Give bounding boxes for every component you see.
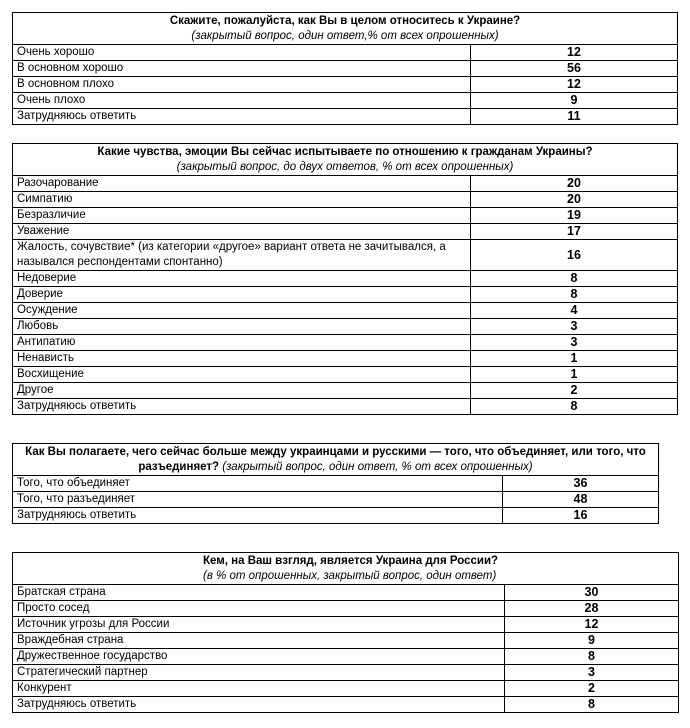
question-note: (закрытый вопрос, до двух ответов, % от всех опрошенных) — [176, 161, 514, 173]
answer-label: В основном хорошо — [13, 61, 471, 77]
answer-label: В основном плохо — [13, 77, 471, 93]
survey-table-feelings — [12, 143, 678, 415]
answer-label: Доверие — [13, 287, 471, 303]
question-note: (в % от опрошенных, закрытый вопрос, один ответ) — [203, 570, 497, 582]
table-row — [13, 208, 678, 224]
table-row — [13, 93, 678, 109]
table-row — [13, 109, 678, 125]
question-note: (закрытый вопрос, один ответ,% от всех опрошенных) — [191, 30, 499, 42]
table-row — [13, 665, 679, 681]
answer-percent: 36 — [503, 476, 659, 492]
table-row — [13, 303, 678, 319]
answer-percent: 2 — [471, 383, 678, 399]
answer-label: Разочарование — [13, 176, 471, 192]
table-row — [13, 601, 679, 617]
table-row — [13, 240, 678, 271]
answer-percent: 4 — [471, 303, 678, 319]
survey-table-unity — [12, 443, 659, 524]
table-row — [13, 335, 678, 351]
table-row — [13, 649, 679, 665]
answer-label: Антипатию — [13, 335, 471, 351]
table-row — [13, 697, 679, 713]
table-row — [13, 617, 679, 633]
answer-percent: 17 — [471, 224, 678, 240]
table-row — [13, 176, 678, 192]
answer-label: Жалость, сочувствие* (из категории «другое» вариант ответа не зачитывался, а назывался респондентами спонтанно) — [13, 240, 471, 271]
table-header — [13, 553, 679, 585]
table-row — [13, 681, 679, 697]
question-text: Кем, на Ваш взгляд, является Украина для России? — [203, 555, 499, 567]
table-row — [13, 367, 678, 383]
answer-label: Затрудняюсь ответить — [13, 109, 471, 125]
answer-label: Другое — [13, 383, 471, 399]
answer-percent: 28 — [505, 601, 679, 617]
table-row — [13, 383, 678, 399]
table-row — [13, 585, 679, 601]
answer-label: Очень плохо — [13, 93, 471, 109]
table-row — [13, 77, 678, 93]
answer-percent: 16 — [503, 508, 659, 524]
answer-label: Конкурент — [13, 681, 505, 697]
answer-label: Очень хорошо — [13, 45, 471, 61]
table-row — [13, 399, 678, 415]
answer-label: Братская страна — [13, 585, 505, 601]
answer-percent: 19 — [471, 208, 678, 224]
table-body — [13, 585, 679, 713]
survey-table-ukraine-for-russia — [12, 552, 679, 713]
table-body — [13, 176, 678, 415]
answer-percent: 1 — [471, 367, 678, 383]
answer-percent: 11 — [471, 109, 678, 125]
table-row — [13, 319, 678, 335]
answer-label: Того, что разъединяет — [13, 492, 503, 508]
answer-label: Стратегический партнер — [13, 665, 505, 681]
table-header — [13, 144, 678, 176]
answer-percent: 20 — [471, 176, 678, 192]
answer-label: Недоверие — [13, 271, 471, 287]
table-row — [13, 224, 678, 240]
answer-percent: 8 — [471, 271, 678, 287]
question-text: Как Вы полагаете, чего сейчас больше между украинцами и русскими — того, что объединяет, или того, что разъединяет? — [25, 446, 646, 473]
table-row — [13, 192, 678, 208]
answer-percent: 20 — [471, 192, 678, 208]
answer-percent: 16 — [471, 240, 678, 271]
answer-label: Симпатию — [13, 192, 471, 208]
table-row — [13, 492, 659, 508]
answer-percent: 56 — [471, 61, 678, 77]
survey-table-attitude — [12, 12, 678, 125]
answer-label: Любовь — [13, 319, 471, 335]
answer-percent: 48 — [503, 492, 659, 508]
answer-percent: 3 — [505, 665, 679, 681]
answer-label: Уважение — [13, 224, 471, 240]
table-body — [13, 45, 678, 125]
table-header — [13, 444, 659, 476]
answer-label: Дружественное государство — [13, 649, 505, 665]
answer-label: Того, что объединяет — [13, 476, 503, 492]
answer-label: Затрудняюсь ответить — [13, 508, 503, 524]
answer-percent: 9 — [505, 633, 679, 649]
answer-percent: 12 — [471, 45, 678, 61]
answer-label: Затрудняюсь ответить — [13, 697, 505, 713]
answer-percent: 12 — [505, 617, 679, 633]
answer-percent: 9 — [471, 93, 678, 109]
answer-label: Просто сосед — [13, 601, 505, 617]
table-row — [13, 633, 679, 649]
table-row — [13, 508, 659, 524]
question-text: Скажите, пожалуйста, как Вы в целом относитесь к Украине? — [169, 15, 521, 27]
table-row — [13, 45, 678, 61]
question-note: (закрытый вопрос, один ответ, % от всех опрошенных) — [222, 461, 533, 473]
answer-percent: 30 — [505, 585, 679, 601]
answer-label: Ненависть — [13, 351, 471, 367]
answer-percent: 3 — [471, 335, 678, 351]
answer-label: Затрудняюсь ответить — [13, 399, 471, 415]
answer-percent: 3 — [471, 319, 678, 335]
answer-percent: 1 — [471, 351, 678, 367]
answer-percent: 8 — [471, 287, 678, 303]
answer-percent: 2 — [505, 681, 679, 697]
table-row — [13, 351, 678, 367]
table-row — [13, 287, 678, 303]
table-row — [13, 271, 678, 287]
answer-label: Осуждение — [13, 303, 471, 319]
answer-label: Безразличие — [13, 208, 471, 224]
table-row — [13, 476, 659, 492]
answer-percent: 8 — [471, 399, 678, 415]
answer-percent: 8 — [505, 649, 679, 665]
table-body — [13, 476, 659, 524]
table-row — [13, 61, 678, 77]
table-header — [13, 13, 678, 45]
question-text: Какие чувства, эмоции Вы сейчас испытываете по отношению к гражданам Украины? — [97, 146, 593, 158]
answer-label: Источник угрозы для России — [13, 617, 505, 633]
answer-label: Восхищение — [13, 367, 471, 383]
answer-label: Враждебная страна — [13, 633, 505, 649]
answer-percent: 8 — [505, 697, 679, 713]
answer-percent: 12 — [471, 77, 678, 93]
